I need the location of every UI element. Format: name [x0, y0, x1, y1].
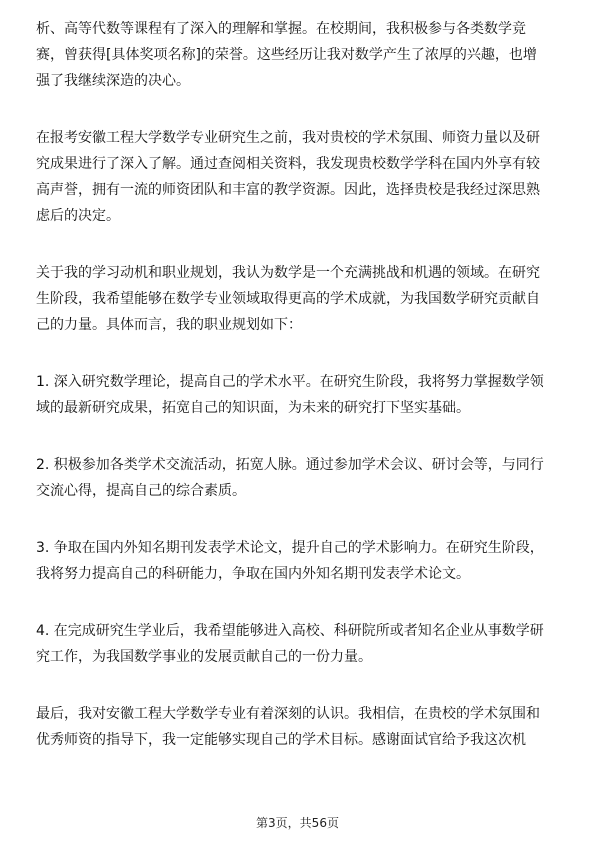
text-line: 2. 积极参加各类学术交流活动，拓宽人脉。通过参加学术会议、研讨会等，与同行	[36, 457, 544, 473]
text-line: 究成果进行了深入了解。通过查阅相关资料，我发现贵校数学学科在国内外享有较	[36, 156, 540, 172]
text-line: 在报考安徽工程大学数学专业研究生之前，我对贵校的学术氛围、师资力量以及研	[36, 130, 540, 146]
text-line: 关于我的学习动机和职业规划，我认为数学是一个充满挑战和机遇的领域。在研究	[36, 265, 540, 281]
paragraph-school-research	[36, 125, 560, 229]
paragraph-plan-item-1	[36, 369, 560, 421]
paragraph-plan-item-4	[36, 618, 560, 670]
text-line: 4. 在完成研究生学业后，我希望能够进入高校、科研院所或者知名企业从事数学研	[36, 623, 544, 639]
paragraph-competition-experience	[36, 16, 560, 94]
text-line: 交流心得，提高自己的综合素质。	[36, 483, 246, 499]
text-line: 高声誉，拥有一流的师资团队和丰富的教学资源。因此，选择贵校是我经过深思熟	[36, 182, 540, 198]
text-line: 优秀师资的指导下，我一定能够实现自己的学术目标。感谢面试官给予我这次机	[36, 732, 526, 748]
paragraph-motivation	[36, 260, 560, 338]
text-line: 我将努力提高自己的科研能力，争取在国内外知名期刊发表学术论文。	[36, 566, 470, 582]
page-number-footer: 第3页，共56页	[256, 816, 339, 830]
text-line: 1. 深入研究数学理论，提高自己的学术水平。在研究生阶段，我将努力掌握数学领	[36, 374, 544, 390]
text-line: 析、高等代数等课程有了深入的理解和掌握。在校期间，我积极参与各类数学竞	[36, 21, 526, 37]
text-line: 己的力量。具体而言，我的职业规划如下：	[36, 317, 302, 333]
paragraph-plan-item-3	[36, 535, 560, 587]
text-line: 3. 争取在国内外知名期刊发表学术论文，提升自己的学术影响力。在研究生阶段，	[36, 540, 544, 556]
text-line: 赛，曾获得[具体奖项名称]的荣誉。这些经历让我对数学产生了浓厚的兴趣，也增	[36, 47, 537, 63]
text-line: 域的最新研究成果，拓宽自己的知识面，为未来的研究打下坚实基础。	[36, 400, 470, 416]
paragraph-plan-item-2	[36, 452, 560, 504]
text-line: 最后，我对安徽工程大学数学专业有着深刻的认识。我相信，在贵校的学术氛围和	[36, 706, 540, 722]
document-page	[36, 16, 560, 784]
text-line: 究工作，为我国数学事业的发展贡献自己的一份力量。	[36, 649, 372, 665]
paragraph-conclusion	[36, 701, 560, 753]
text-line: 虑后的决定。	[36, 208, 120, 224]
text-line: 强了我继续深造的决心。	[36, 73, 190, 89]
text-line: 生阶段，我希望能够在数学专业领域取得更高的学术成就，为我国数学研究贡献自	[36, 291, 540, 307]
